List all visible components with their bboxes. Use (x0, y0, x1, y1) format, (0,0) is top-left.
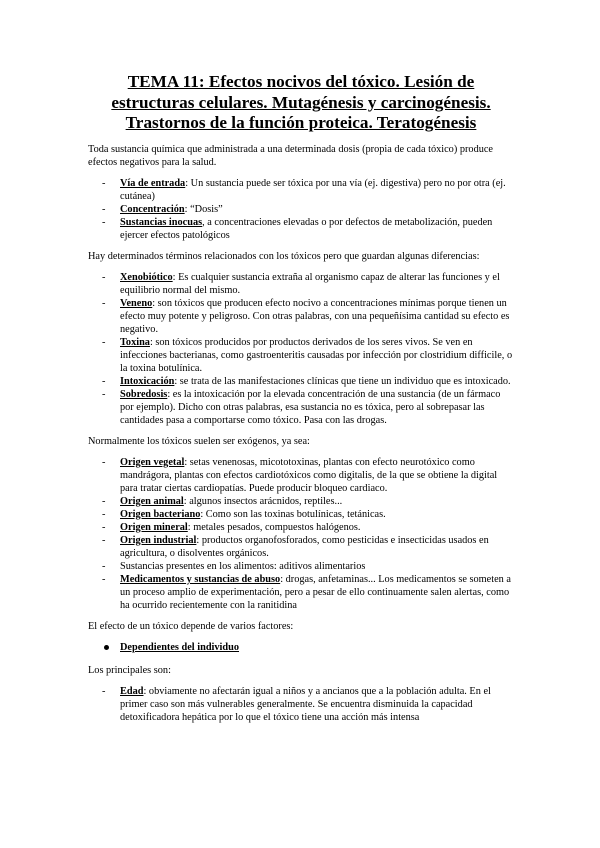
term: Sobredosis (120, 388, 168, 400)
factors-intro-paragraph: El efecto de un tóxico depende de varios factores: (88, 620, 294, 632)
origins-intro-paragraph: Normalmente los tóxicos suelen ser exógenos, ya sea: (88, 435, 310, 447)
term: Concentración (120, 203, 185, 215)
list-item: - Sustancias inocuas, a concentraciones elevadas o por defectos de metabolización, pueden ejercer efectos patológicos (88, 216, 514, 242)
term: Intoxicación (120, 375, 175, 387)
list-item: - Sustancias presentes en los alimentos: aditivos alimentarios (88, 560, 514, 573)
list-item: - Toxina: son tóxicos producidos por productos derivados de los seres vivos. Se ven en infecciones bacterianas, como gastroenteritis causadas por infección por clostridium difficile, o la toxina botulínica. (88, 336, 514, 375)
section-bullet (88, 641, 514, 654)
bullet-label: Dependientes del individuo (120, 641, 240, 653)
term: Toxina (120, 336, 150, 348)
list-item: - Xenobiótico: Es cualquier sustancia extraña al organismo capaz de alterar las funciones y el equilibrio normal del mismo. (88, 271, 514, 297)
term: Origen mineral (120, 521, 188, 533)
list-item: - Origen industrial: productos organofosforados, como pesticidas e insecticidas usados en agricultura, o disolventes orgánicos. (88, 534, 514, 560)
term: Edad (120, 685, 144, 697)
list-item: - Medicamentos y sustancias de abuso: drogas, anfetaminas... Los medicamentos se someten a un proceso amplio de experimentación, pero a pesar de ello continuamente salen alertas, como ha ocurrido recientemente con la ranitidina (88, 573, 514, 612)
document-page (88, 72, 514, 732)
term: Sustancias inocuas (120, 216, 203, 228)
factors-list (88, 177, 514, 242)
individual-factors-list (88, 685, 514, 724)
list-item: - Intoxicación: se trata de las manifestaciones clínicas que tiene un individuo que es intoxicado. (88, 375, 514, 388)
page-title: TEMA 11: Efectos nocivos del tóxico. Lesión de estructuras celulares. Mutagénesis y carcinogénesis. Trastornos de la función proteica. Teratogénesis (111, 72, 491, 132)
list-item: - Sobredosis: es la intoxicación por la elevada concentración de una sustancia (de un fármaco por ejemplo). Dicho con otras palabras, esa sustancia no es tóxica, pero al sobrepasar las cantidades pasa a comportarse como tóxico. Pasa con las drogas. (88, 388, 514, 427)
terms-intro-paragraph: Hay determinados términos relacionados con los tóxicos pero que guardan algunas diferencias: (88, 250, 480, 262)
list-item: - Origen mineral: metales pesados, compuestos halógenos. (88, 521, 514, 534)
list-item: - Concentración: “Dosis” (88, 203, 514, 216)
term: Origen bacteriano (120, 508, 201, 520)
term: Vía de entrada (120, 177, 186, 189)
list-item: - Origen bacteriano: Como son las toxinas botulínicas, tetánicas. (88, 508, 514, 521)
term: Medicamentos y sustancias de abuso (120, 573, 281, 585)
list-item: - Origen animal: algunos insectos arácnidos, reptiles... (88, 495, 514, 508)
term: Veneno (120, 297, 153, 309)
list-item: - Origen vegetal: setas venenosas, micototoxinas, plantas con efecto neurotóxico como mandrágora, plantas con efectos cardiotóxicos como digitalis, de la que se obtiene la digital para tratar ciertas cardiopatías. Puede producir bloqueo cardiaco. (88, 456, 514, 495)
intro-paragraph: Toda sustancia química que administrada a una determinada dosis (propia de cada tóxico) produce efectos negativos para la salud. (88, 143, 494, 168)
origins-list (88, 456, 514, 612)
list-item: - Veneno: son tóxicos que producen efecto nocivo a concentraciones mínimas porque tienen un efecto muy potente y peligroso. Con otras palabras, con una pequeñísima cantidad su efecto es negativo. (88, 297, 514, 336)
definitions-list (88, 271, 514, 427)
term: Origen animal (120, 495, 184, 507)
bullet-dot-icon (104, 645, 109, 650)
term: Origen vegetal (120, 456, 185, 468)
list-item: - Vía de entrada: Un sustancia puede ser tóxica por una vía (ej. digestiva) pero no por otra (ej. cutánea) (88, 177, 514, 203)
term: Xenobiótico (120, 271, 173, 283)
principal-intro-paragraph: Los principales son: (88, 664, 171, 676)
list-item: - Edad: obviamente no afectarán igual a niños y a ancianos que a la población adulta. En el primer caso son más vulnerables generalmente. Se encuentra disminuida la capacidad detoxificadora hepática por lo que el tóxico tiene una acción más intensa (88, 685, 514, 724)
term: Origen industrial (120, 534, 197, 546)
